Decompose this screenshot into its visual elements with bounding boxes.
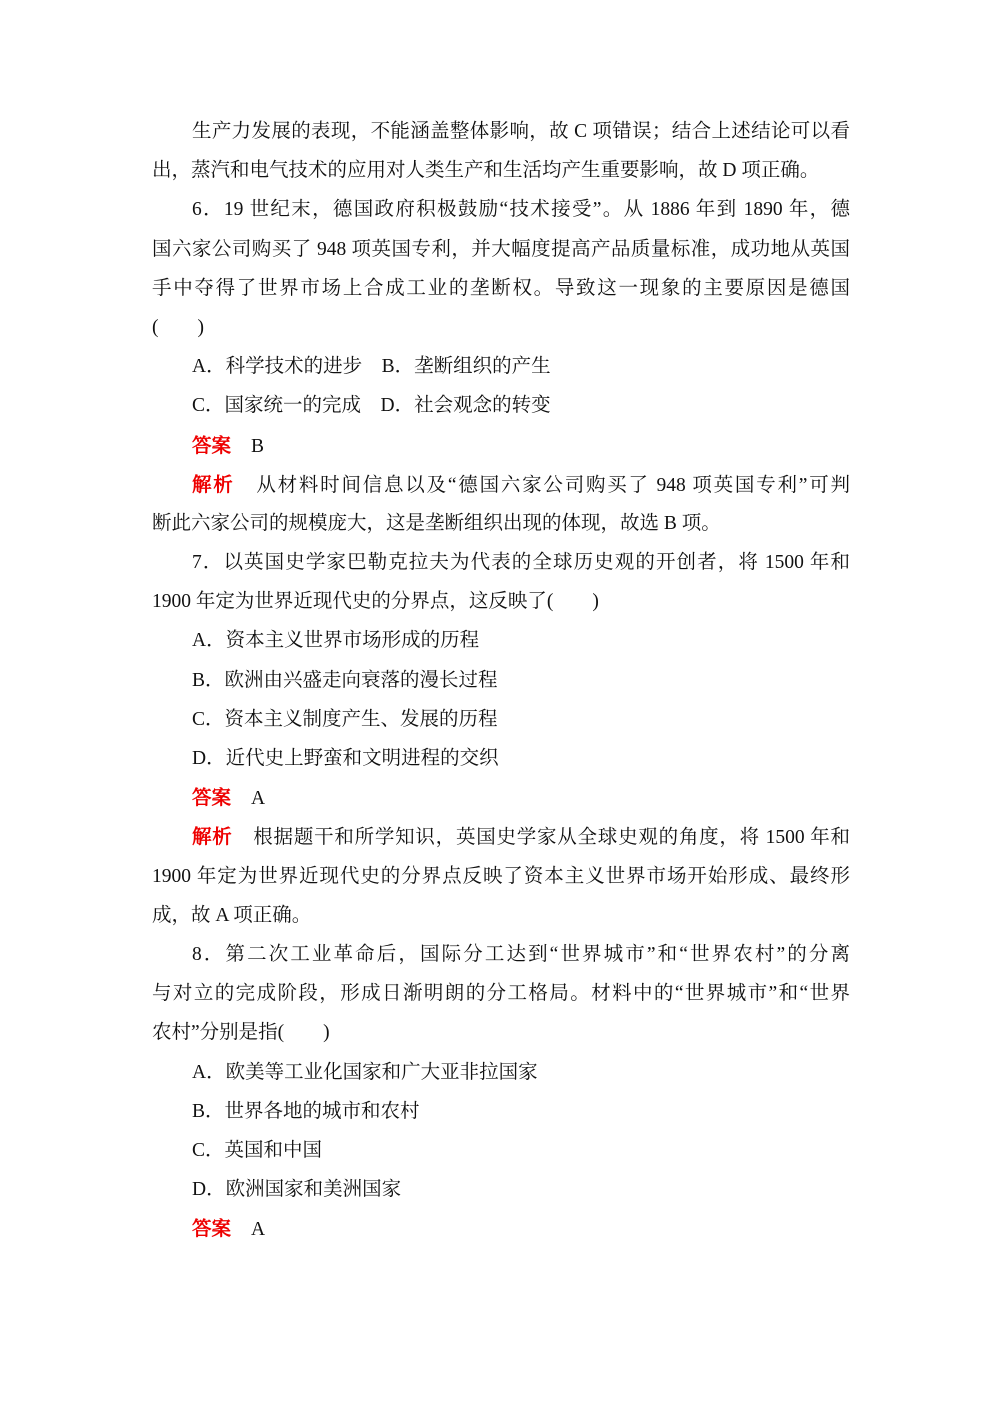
q8-option: A．欧美等工业化国家和广大亚非拉国家 [192, 1061, 538, 1083]
answer-label: 答案 [192, 433, 232, 457]
answer-value: A [251, 1219, 266, 1241]
q6-stem-line: ( ) [152, 316, 204, 338]
q8-option: B．世界各地的城市和农村 [192, 1100, 420, 1122]
q6-analysis-line: 断此六家公司的规模庞大，这是垄断组织出现的体现，故选 B 项。 [152, 512, 721, 534]
continuation-line: 生产力发展的表现，不能涵盖整体影响，故 C 项错误；结合上述结论可以看 [192, 121, 850, 142]
q7-stem-line: 1900 年定为世界近现代史的分界点，这反映了( ) [152, 591, 599, 613]
q7-option: B．欧洲由兴盛走向衰落的漫长过程 [192, 669, 498, 691]
q6-options-row: C．国家统一的完成 D．社会观念的转变 [192, 395, 551, 417]
q7-answer [152, 778, 850, 817]
document-page [152, 112, 850, 1248]
q6-stem-line: 手中夺得了世界市场上合成工业的垄断权。导致这一现象的主要原因是德国 [152, 277, 850, 299]
q7-analysis-line [152, 817, 850, 856]
q6-options-row: A．科学技术的进步 B．垄断组织的产生 [192, 356, 551, 378]
q7-stem-line: 7．以英国史学家巴勒克拉夫为代表的全球历史观的开创者，将 1500 年和 [192, 552, 850, 574]
answer-value: A [251, 788, 266, 810]
q7-option: C．资本主义制度产生、发展的历程 [192, 708, 498, 730]
continuation-line: 出，蒸汽和电气技术的应用对人类生产和生活均产生重要影响，故 D 项正确。 [152, 160, 820, 182]
q6-answer [152, 426, 850, 465]
q8-answer [152, 1209, 850, 1248]
answer-value: B [251, 435, 265, 457]
q8-option: C．英国和中国 [192, 1139, 323, 1161]
q7-analysis-line: 成，故 A 项正确。 [152, 904, 312, 926]
q8-stem-line: 8．第二次工业革命后，国际分工达到“世界城市”和“世界农村”的分离 [192, 943, 850, 965]
q7-analysis-line: 1900 年定为世界近现代史的分界点反映了资本主义世界市场开始形成、最终形 [152, 865, 850, 887]
analysis-label: 解析 [192, 825, 233, 849]
analysis-label: 解析 [192, 472, 235, 496]
q6-stem-line: 国六家公司购买了 948 项英国专利，并大幅度提高产品质量标准，成功地从英国 [152, 238, 850, 260]
q8-stem-line: 与对立的完成阶段，形成日渐明朗的分工格局。材料中的“世界城市”和“世界 [152, 983, 850, 1005]
q7-option: D．近代史上野蛮和文明进程的交织 [192, 748, 499, 769]
analysis-text: 从材料时间信息以及“德国六家公司购买了 948 项英国专利”可判 [254, 474, 850, 496]
q8-stem-line: 农村”分别是指( ) [152, 1022, 330, 1044]
q6-stem-line: 6．19 世纪末，德国政府积极鼓励“技术接受”。从 1886 年到 1890 年，德 [192, 199, 850, 221]
q6-analysis-line [152, 465, 850, 504]
answer-label: 答案 [192, 786, 232, 810]
analysis-text: 根据题干和所学知识，英国史学家从全球史观的角度，将 1500 年和 [252, 827, 850, 849]
answer-label: 答案 [192, 1217, 232, 1241]
q7-option: A．资本主义世界市场形成的历程 [192, 630, 480, 652]
q8-option: D．欧洲国家和美洲国家 [192, 1179, 402, 1201]
